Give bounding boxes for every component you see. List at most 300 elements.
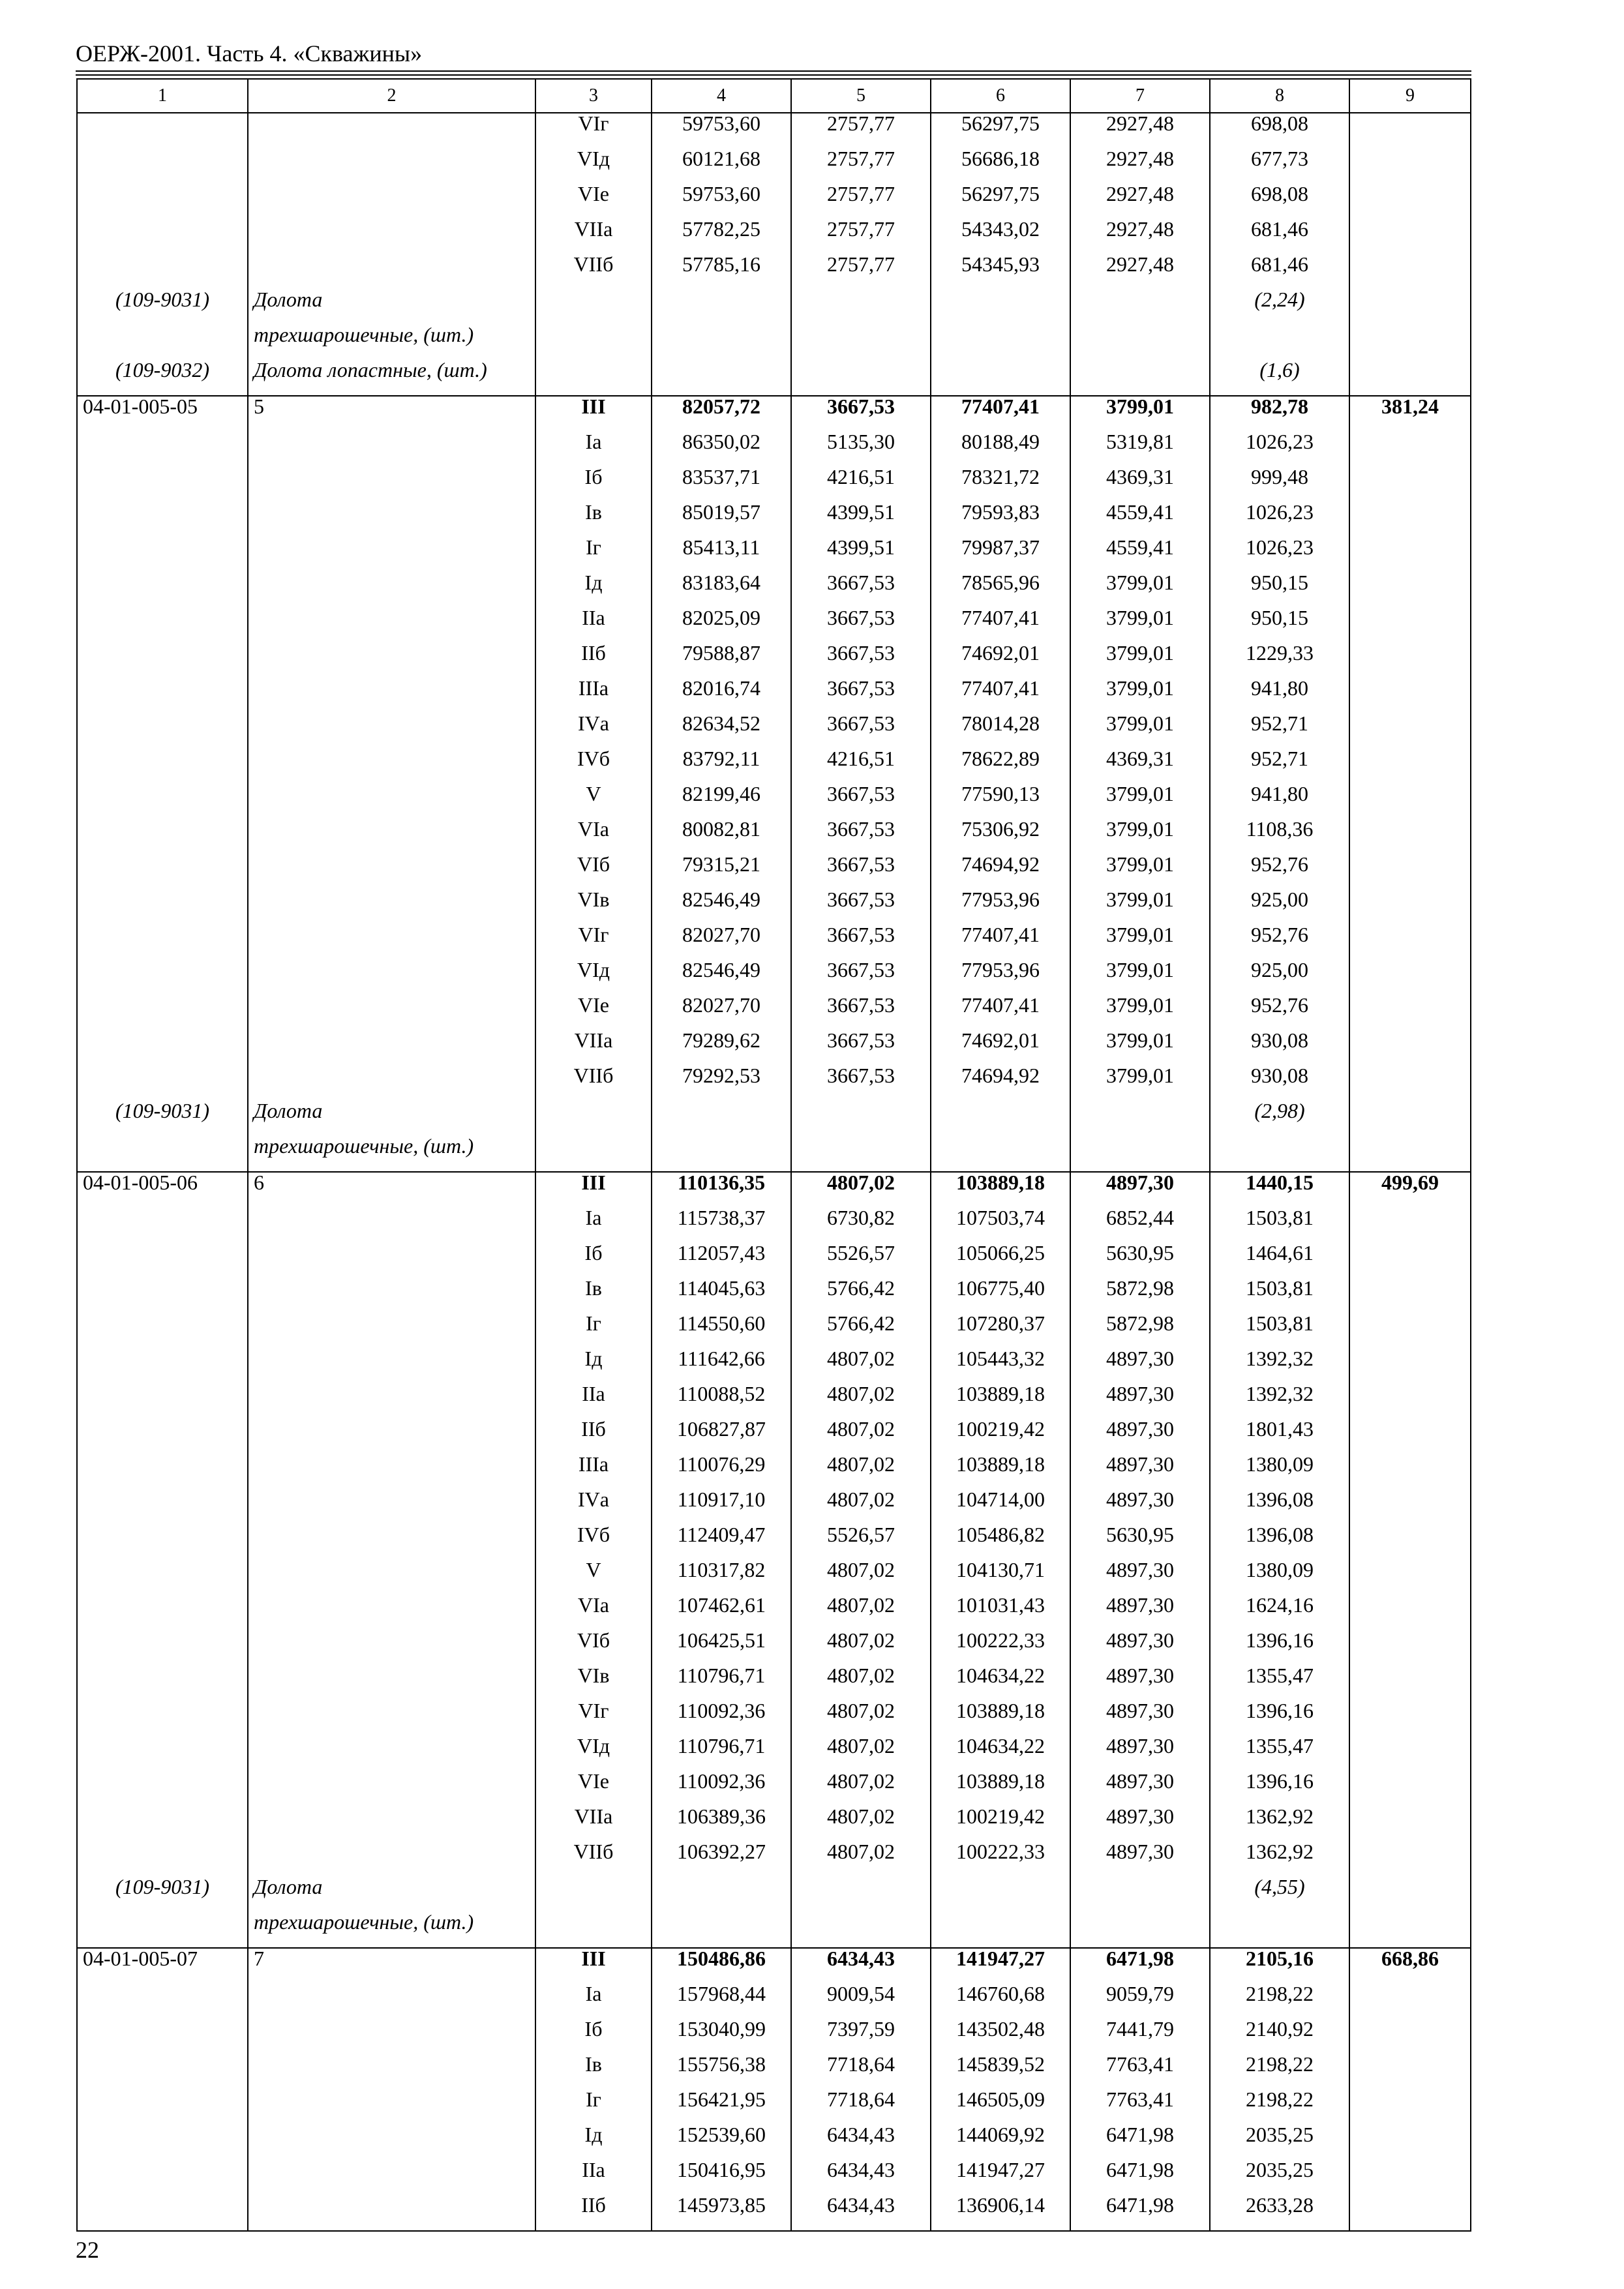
empty-cell [248,819,535,854]
total-cost-cell: 156421,95 [652,2089,791,2125]
table-row [77,1313,1471,1349]
column-number: 6 [931,79,1070,113]
machine-cost-cell: 104714,00 [931,1489,1070,1525]
machine-cost-cell: 77590,13 [931,784,1070,819]
table-row [77,749,1471,784]
document-header: ОЕРЖ-2001. Часть 4. «Скважины» [76,40,423,67]
empty-cell [248,1842,535,1877]
empty-cell [77,995,248,1030]
table-row [77,1419,1471,1454]
table-row [77,1172,1471,1208]
empty-cell [1349,890,1471,925]
wages-cell: 4399,51 [791,502,931,537]
machine-cost-cell: 77953,96 [931,960,1070,995]
empty-cell [77,1066,248,1101]
machine-cost-cell: 77407,41 [931,925,1070,960]
materials-cell: 925,00 [1210,960,1349,995]
empty-cell [248,537,535,573]
table-row [77,1595,1471,1630]
empty-cell [1349,995,1471,1030]
table-row [77,1030,1471,1066]
empty-cell [1349,1278,1471,1313]
materials-cell: 1229,33 [1210,643,1349,678]
empty-cell [791,325,931,360]
condition-cell: V [535,1560,652,1595]
materials-cell: 1380,09 [1210,1454,1349,1489]
wages-cell: 4807,02 [791,1666,931,1701]
table-row [77,643,1471,678]
condition-cell: IVа [535,1489,652,1525]
total-cost-cell: 110136,35 [652,1172,791,1208]
empty-cell [1070,360,1210,396]
total-cost-cell: 86350,02 [652,432,791,467]
labor-cost-cell: 381,24 [1349,396,1471,432]
wages-cell: 3667,53 [791,854,931,890]
empty-cell [77,1489,248,1525]
total-cost-cell: 145973,85 [652,2195,791,2231]
machine-cost-cell: 101031,43 [931,1595,1070,1630]
empty-cell [1349,1313,1471,1349]
empty-cell [248,573,535,608]
empty-cell [248,2195,535,2231]
column-number: 9 [1349,79,1471,113]
machine-cost-cell: 80188,49 [931,432,1070,467]
machine-cost-cell: 100222,33 [931,1630,1070,1666]
empty-cell [77,467,248,502]
empty-cell [1349,1630,1471,1666]
machinist-wages-cell: 3799,01 [1070,713,1210,749]
empty-cell [1349,573,1471,608]
empty-cell [248,925,535,960]
total-cost-cell: 110088,52 [652,1384,791,1419]
empty-cell [248,995,535,1030]
machine-cost-cell: 77407,41 [931,678,1070,713]
table-row [77,995,1471,1030]
wages-cell: 6434,43 [791,2160,931,2195]
empty-cell [1349,960,1471,995]
empty-cell [248,890,535,925]
empty-cell [77,1208,248,1243]
total-cost-cell: 82199,46 [652,784,791,819]
machinist-wages-cell: 6471,98 [1070,2160,1210,2195]
empty-cell [77,502,248,537]
empty-cell [1210,1912,1349,1948]
empty-cell [1349,1912,1471,1948]
empty-cell [248,608,535,643]
empty-cell [77,1419,248,1454]
machine-cost-cell: 103889,18 [931,1454,1070,1489]
empty-cell [77,1384,248,1419]
table-row [77,1984,1471,2019]
empty-cell [77,678,248,713]
wages-cell: 2757,77 [791,113,931,149]
empty-cell [535,1136,652,1172]
wages-cell: 2757,77 [791,184,931,219]
condition-cell: IIа [535,608,652,643]
empty-cell [77,325,248,360]
machine-cost-cell: 79593,83 [931,502,1070,537]
condition-cell: Iб [535,2019,652,2054]
resource-name-cell: Долота [248,1877,535,1912]
machine-cost-cell: 79987,37 [931,537,1070,573]
empty-cell [77,1912,248,1948]
condition-cell: VIг [535,925,652,960]
empty-cell [248,184,535,219]
empty-cell [77,1243,248,1278]
condition-cell: VIд [535,1736,652,1771]
empty-cell [248,1454,535,1489]
machine-cost-cell: 106775,40 [931,1278,1070,1313]
empty-cell [77,537,248,573]
condition-cell: Iв [535,2054,652,2089]
wages-cell: 5766,42 [791,1278,931,1313]
empty-cell [77,2125,248,2160]
empty-cell [652,1101,791,1136]
machine-cost-cell: 103889,18 [931,1384,1070,1419]
machinist-wages-cell: 4897,30 [1070,1630,1210,1666]
table-row [77,1454,1471,1489]
empty-cell [248,960,535,995]
wages-cell: 6434,43 [791,2125,931,2160]
materials-cell: 952,71 [1210,749,1349,784]
wages-cell: 3667,53 [791,396,931,432]
materials-cell: 941,80 [1210,784,1349,819]
empty-cell [1349,467,1471,502]
machinist-wages-cell: 6471,98 [1070,1948,1210,1984]
machinist-wages-cell: 5872,98 [1070,1278,1210,1313]
total-cost-cell: 115738,37 [652,1208,791,1243]
wages-cell: 7718,64 [791,2054,931,2089]
materials-cell: 1380,09 [1210,1560,1349,1595]
total-cost-cell: 110076,29 [652,1454,791,1489]
condition-cell: VIд [535,149,652,184]
machine-cost-cell: 78565,96 [931,573,1070,608]
empty-cell [1070,1877,1210,1912]
table-row [77,1948,1471,1984]
table-row [77,1208,1471,1243]
machinist-wages-cell: 6471,98 [1070,2125,1210,2160]
materials-cell: 1396,16 [1210,1701,1349,1736]
condition-cell: VIб [535,1630,652,1666]
empty-cell [248,1736,535,1771]
empty-cell [77,1984,248,2019]
materials-cell: 1396,16 [1210,1771,1349,1806]
total-cost-cell: 114045,63 [652,1278,791,1313]
machine-cost-cell: 78321,72 [931,467,1070,502]
resource-quantity-cell: (1,6) [1210,360,1349,396]
empty-cell [77,1842,248,1877]
empty-cell [248,854,535,890]
empty-cell [1349,1984,1471,2019]
wages-cell: 4807,02 [791,1419,931,1454]
empty-cell [1349,1384,1471,1419]
empty-cell [1349,432,1471,467]
empty-cell [248,1489,535,1525]
empty-cell [77,149,248,184]
total-cost-cell: 155756,38 [652,2054,791,2089]
empty-cell [1349,1136,1471,1172]
empty-cell [1349,749,1471,784]
machinist-wages-cell: 4559,41 [1070,537,1210,573]
materials-cell: 1355,47 [1210,1666,1349,1701]
norm-code-cell: 04-01-005-05 [77,396,248,432]
empty-cell [77,608,248,643]
table-row [77,573,1471,608]
empty-cell [77,2089,248,2125]
empty-cell [1349,290,1471,325]
empty-cell [1349,1560,1471,1595]
materials-cell: 1355,47 [1210,1736,1349,1771]
condition-cell: Iб [535,1243,652,1278]
empty-cell [248,1560,535,1595]
empty-cell [652,325,791,360]
machinist-wages-cell: 2927,48 [1070,113,1210,149]
total-cost-cell: 79292,53 [652,1066,791,1101]
empty-cell [1349,2019,1471,2054]
wages-cell: 4399,51 [791,537,931,573]
condition-cell: VIа [535,1595,652,1630]
materials-cell: 1392,32 [1210,1384,1349,1419]
machinist-wages-cell: 4897,30 [1070,1806,1210,1842]
total-cost-cell: 85019,57 [652,502,791,537]
empty-cell [1349,1030,1471,1066]
empty-cell [1349,1701,1471,1736]
wages-cell: 7397,59 [791,2019,931,2054]
total-cost-cell: 83537,71 [652,467,791,502]
empty-cell [248,678,535,713]
wages-cell: 3667,53 [791,784,931,819]
wages-cell: 6730,82 [791,1208,931,1243]
total-cost-cell: 83183,64 [652,573,791,608]
empty-cell [652,290,791,325]
machinist-wages-cell: 3799,01 [1070,854,1210,890]
materials-cell: 1108,36 [1210,819,1349,854]
wages-cell: 5766,42 [791,1313,931,1349]
wages-cell: 9009,54 [791,1984,931,2019]
machinist-wages-cell: 2927,48 [1070,254,1210,290]
wages-cell: 4807,02 [791,1384,931,1419]
machine-cost-cell: 136906,14 [931,2195,1070,2231]
empty-cell [652,360,791,396]
empty-cell [1349,1525,1471,1560]
table-row [77,2089,1471,2125]
empty-cell [535,360,652,396]
resource-quantity-cell: (2,24) [1210,290,1349,325]
table-row [77,396,1471,432]
machinist-wages-cell: 2927,48 [1070,219,1210,254]
total-cost-cell: 106425,51 [652,1630,791,1666]
empty-cell [77,1278,248,1313]
condition-cell: VIIа [535,219,652,254]
condition-cell: VIв [535,1666,652,1701]
empty-cell [248,2054,535,2089]
materials-cell: 1464,61 [1210,1243,1349,1278]
empty-cell [1349,2160,1471,2195]
empty-cell [77,1313,248,1349]
machine-cost-cell: 56686,18 [931,149,1070,184]
condition-cell: Iа [535,432,652,467]
machine-cost-cell: 107503,74 [931,1208,1070,1243]
resource-note-row [77,325,1471,360]
empty-cell [248,2160,535,2195]
empty-cell [248,2019,535,2054]
materials-cell: 952,76 [1210,925,1349,960]
wages-cell: 3667,53 [791,925,931,960]
materials-cell: 925,00 [1210,890,1349,925]
table-row [77,678,1471,713]
wages-cell: 3667,53 [791,713,931,749]
machinist-wages-cell: 3799,01 [1070,608,1210,643]
machinist-wages-cell: 7763,41 [1070,2054,1210,2089]
wages-cell: 3667,53 [791,960,931,995]
total-cost-cell: 82634,52 [652,713,791,749]
machine-cost-cell: 104634,22 [931,1736,1070,1771]
empty-cell [1349,2195,1471,2231]
empty-cell [1349,1595,1471,1630]
condition-cell: Iг [535,537,652,573]
machine-cost-cell: 77407,41 [931,396,1070,432]
condition-cell: VIIб [535,1066,652,1101]
empty-cell [77,1806,248,1842]
empty-cell [1070,1136,1210,1172]
condition-cell: Iд [535,1349,652,1384]
table-row [77,1384,1471,1419]
materials-cell: 950,15 [1210,608,1349,643]
materials-cell: 698,08 [1210,113,1349,149]
machine-cost-cell: 100219,42 [931,1419,1070,1454]
total-cost-cell: 110092,36 [652,1771,791,1806]
wages-cell: 5526,57 [791,1243,931,1278]
empty-cell [1349,1842,1471,1877]
empty-cell [248,1806,535,1842]
total-cost-cell: 79315,21 [652,854,791,890]
condition-cell: IIIа [535,1454,652,1489]
empty-cell [248,1771,535,1806]
header-rule-double [76,74,1471,76]
condition-cell: Iг [535,1313,652,1349]
resource-note-row [77,360,1471,396]
empty-cell [248,1030,535,1066]
header-rule [76,70,1471,72]
materials-cell: 1440,15 [1210,1172,1349,1208]
empty-cell [1349,1454,1471,1489]
column-number: 2 [248,79,535,113]
empty-cell [77,1771,248,1806]
wages-cell: 5135,30 [791,432,931,467]
machinist-wages-cell: 7441,79 [1070,2019,1210,2054]
machine-cost-cell: 54343,02 [931,219,1070,254]
materials-cell: 1503,81 [1210,1208,1349,1243]
empty-cell [248,1595,535,1630]
machinist-wages-cell: 4897,30 [1070,1349,1210,1384]
empty-cell [248,432,535,467]
empty-cell [77,854,248,890]
machine-cost-cell: 78622,89 [931,749,1070,784]
wages-cell: 4807,02 [791,1842,931,1877]
machine-cost-cell: 141947,27 [931,2160,1070,2195]
table-row [77,1842,1471,1877]
empty-cell [791,290,931,325]
empty-cell [1349,113,1471,149]
materials-cell: 950,15 [1210,573,1349,608]
norm-number-cell: 6 [248,1172,535,1208]
materials-cell: 952,76 [1210,995,1349,1030]
empty-cell [1070,1101,1210,1136]
table-row [77,1489,1471,1525]
empty-cell [248,1419,535,1454]
empty-cell [1349,1806,1471,1842]
resource-note-row [77,1877,1471,1912]
machinist-wages-cell: 9059,79 [1070,1984,1210,2019]
resource-name-cell: Долота лопастные, (шт.) [248,360,535,396]
condition-cell: IVб [535,749,652,784]
materials-cell: 2105,16 [1210,1948,1349,1984]
condition-cell: IVа [535,713,652,749]
empty-cell [77,1030,248,1066]
table-row [77,2054,1471,2089]
empty-cell [248,149,535,184]
resource-note-row [77,1101,1471,1136]
condition-cell: Iв [535,1278,652,1313]
table-row [77,1806,1471,1842]
empty-cell [1349,608,1471,643]
labor-cost-cell: 499,69 [1349,1172,1471,1208]
table-row [77,1349,1471,1384]
table-row [77,254,1471,290]
total-cost-cell: 111642,66 [652,1349,791,1384]
condition-cell: VIIб [535,1842,652,1877]
machine-cost-cell: 146505,09 [931,2089,1070,2125]
machine-cost-cell: 75306,92 [931,819,1070,854]
empty-cell [77,749,248,784]
table-row [77,1525,1471,1560]
total-cost-cell: 82025,09 [652,608,791,643]
wages-cell: 4807,02 [791,1349,931,1384]
machine-cost-cell: 56297,75 [931,113,1070,149]
empty-cell [1210,1136,1349,1172]
machinist-wages-cell: 4897,30 [1070,1595,1210,1630]
machinist-wages-cell: 5630,95 [1070,1525,1210,1560]
wages-cell: 3667,53 [791,643,931,678]
materials-cell: 2633,28 [1210,2195,1349,2231]
machine-cost-cell: 103889,18 [931,1172,1070,1208]
empty-cell [535,1912,652,1948]
condition-cell: III [535,1172,652,1208]
materials-cell: 930,08 [1210,1030,1349,1066]
table-row [77,2160,1471,2195]
machine-cost-cell: 74694,92 [931,854,1070,890]
condition-cell: VIг [535,1701,652,1736]
wages-cell: 4216,51 [791,749,931,784]
column-number: 3 [535,79,652,113]
empty-cell [77,1666,248,1701]
wages-cell: 3667,53 [791,608,931,643]
empty-cell [77,960,248,995]
empty-cell [1349,643,1471,678]
machinist-wages-cell: 3799,01 [1070,960,1210,995]
resource-note-row [77,290,1471,325]
wages-cell: 4807,02 [791,1806,931,1842]
machinist-wages-cell: 3799,01 [1070,890,1210,925]
total-cost-cell: 114550,60 [652,1313,791,1349]
empty-cell [1349,325,1471,360]
table-row [77,960,1471,995]
machine-cost-cell: 77953,96 [931,890,1070,925]
empty-cell [248,784,535,819]
empty-cell [1349,1419,1471,1454]
empty-cell [791,1912,931,1948]
empty-cell [248,1666,535,1701]
